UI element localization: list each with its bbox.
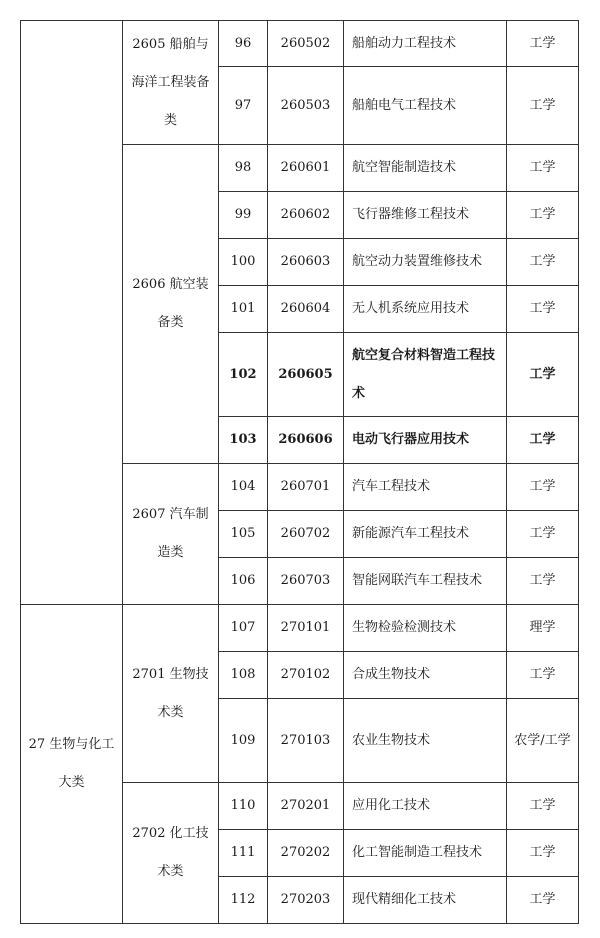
code-cell: 270201	[268, 783, 344, 830]
seq-cell: 110	[219, 783, 268, 830]
table-row	[21, 21, 579, 67]
degree-cell: 工学	[507, 464, 579, 511]
seq-cell: 99	[219, 192, 268, 239]
major-name-cell: 智能网联汽车工程技术	[344, 558, 507, 605]
degree-cell: 工学	[507, 21, 579, 67]
degree-cell: 工学	[507, 558, 579, 605]
major-name-cell: 生物检验检测技术	[344, 605, 507, 652]
degree-cell: 工学	[507, 67, 579, 145]
seq-cell: 96	[219, 21, 268, 67]
major-name-cell: 航空智能制造技术	[344, 145, 507, 192]
subcategory-cell: 2702 化工技术类	[123, 783, 219, 924]
code-cell: 260602	[268, 192, 344, 239]
code-cell: 260502	[268, 21, 344, 67]
major-name-cell: 汽车工程技术	[344, 464, 507, 511]
code-cell: 260702	[268, 511, 344, 558]
degree-cell: 农学/工学	[507, 699, 579, 783]
code-cell: 260601	[268, 145, 344, 192]
major-name-cell: 应用化工技术	[344, 783, 507, 830]
seq-cell: 112	[219, 877, 268, 924]
code-cell: 270103	[268, 699, 344, 783]
seq-cell: 101	[219, 286, 268, 333]
major-name-cell: 飞行器维修工程技术	[344, 192, 507, 239]
seq-cell: 102	[219, 333, 268, 417]
code-cell: 260701	[268, 464, 344, 511]
seq-cell: 108	[219, 652, 268, 699]
code-cell: 260503	[268, 67, 344, 145]
degree-cell: 工学	[507, 511, 579, 558]
degree-cell: 理学	[507, 605, 579, 652]
code-cell: 260703	[268, 558, 344, 605]
seq-cell: 107	[219, 605, 268, 652]
seq-cell: 105	[219, 511, 268, 558]
major-name-cell: 无人机系统应用技术	[344, 286, 507, 333]
degree-cell: 工学	[507, 333, 579, 417]
seq-cell: 100	[219, 239, 268, 286]
subcategory-cell: 2606 航空装备类	[123, 145, 219, 464]
major-name-cell: 新能源汽车工程技术	[344, 511, 507, 558]
seq-cell: 97	[219, 67, 268, 145]
code-cell: 270202	[268, 830, 344, 877]
code-cell: 270203	[268, 877, 344, 924]
major-catalog-table	[20, 20, 579, 924]
subcategory-cell: 2607 汽车制造类	[123, 464, 219, 605]
seq-cell: 106	[219, 558, 268, 605]
seq-cell: 104	[219, 464, 268, 511]
degree-cell: 工学	[507, 830, 579, 877]
subcategory-cell: 2605 船舶与海洋工程装备类	[123, 21, 219, 145]
seq-cell: 111	[219, 830, 268, 877]
code-cell: 260603	[268, 239, 344, 286]
major-name-cell: 农业生物技术	[344, 699, 507, 783]
degree-cell: 工学	[507, 145, 579, 192]
subcategory-cell: 2701 生物技术类	[123, 605, 219, 783]
major-category-cell	[21, 21, 123, 605]
code-cell: 270102	[268, 652, 344, 699]
major-name-cell: 化工智能制造工程技术	[344, 830, 507, 877]
degree-cell: 工学	[507, 286, 579, 333]
major-name-cell: 现代精细化工技术	[344, 877, 507, 924]
degree-cell: 工学	[507, 877, 579, 924]
seq-cell: 98	[219, 145, 268, 192]
major-name-cell: 电动飞行器应用技术	[344, 417, 507, 464]
degree-cell: 工学	[507, 783, 579, 830]
code-cell: 260604	[268, 286, 344, 333]
degree-cell: 工学	[507, 192, 579, 239]
major-name-cell: 合成生物技术	[344, 652, 507, 699]
major-category-cell: 27 生物与化工大类	[21, 605, 123, 924]
degree-cell: 工学	[507, 417, 579, 464]
degree-cell: 工学	[507, 652, 579, 699]
major-name-cell: 船舶电气工程技术	[344, 67, 507, 145]
seq-cell: 103	[219, 417, 268, 464]
major-name-cell: 航空复合材料智造工程技术	[344, 333, 507, 417]
code-cell: 260606	[268, 417, 344, 464]
major-name-cell: 船舶动力工程技术	[344, 21, 507, 67]
table-row	[21, 605, 579, 652]
code-cell: 270101	[268, 605, 344, 652]
seq-cell: 109	[219, 699, 268, 783]
code-cell: 260605	[268, 333, 344, 417]
degree-cell: 工学	[507, 239, 579, 286]
major-name-cell: 航空动力装置维修技术	[344, 239, 507, 286]
